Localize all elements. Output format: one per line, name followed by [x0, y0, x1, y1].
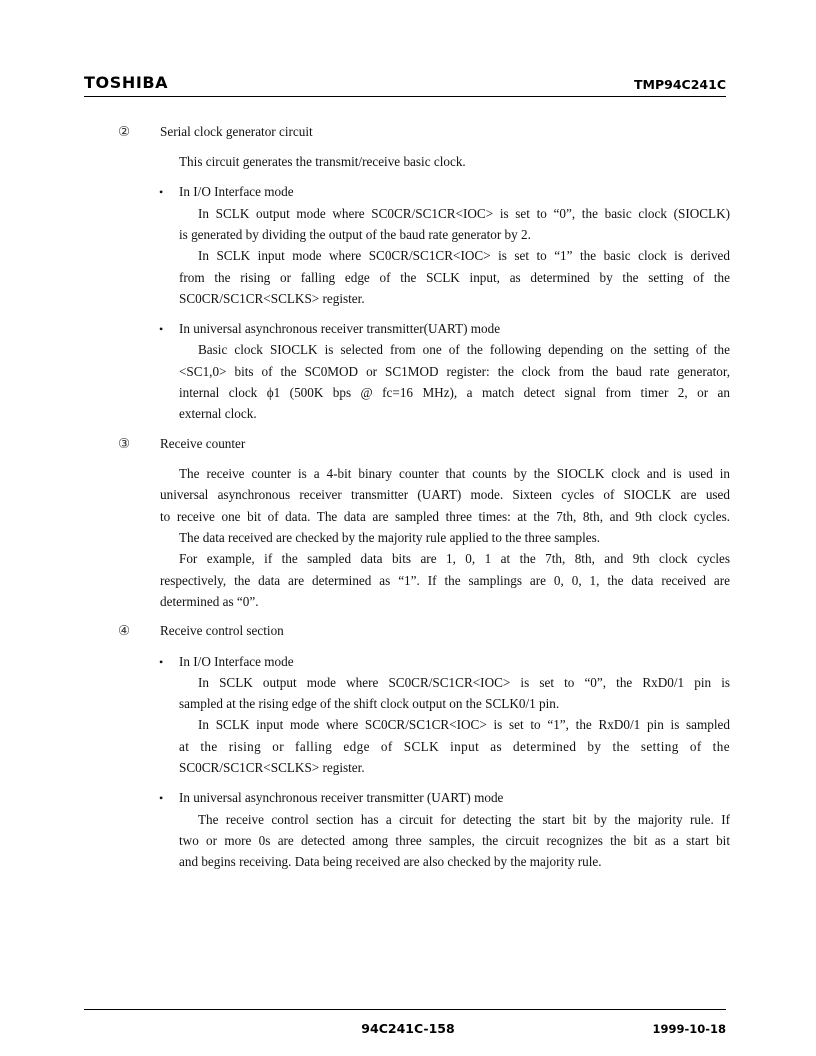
section-number: ③ — [118, 436, 131, 452]
paragraph-line: For example, if the sampled data bits are 1, 0, 1 at the 7th, 8th, and 9th clock cycles — [179, 551, 730, 566]
section-title: Serial clock generator circuit — [160, 124, 313, 139]
paragraph-line: external clock. — [179, 406, 257, 421]
bullet-marker: • — [159, 185, 164, 199]
paragraph-line: In SCLK input mode where SC0CR/SC1CR<IOC> is set to “1” the basic clock is derived — [198, 248, 730, 263]
document-date: 1999-10-18 — [652, 1022, 726, 1036]
brand-logo-text: TOSHIBA — [84, 73, 169, 92]
paragraph-line: SC0CR/SC1CR<SCLKS> register. — [179, 760, 365, 775]
section-number: ② — [118, 124, 131, 140]
paragraph-line: The receive counter is a 4-bit binary counter that counts by the SIOCLK clock and is used in — [179, 466, 730, 481]
paragraph-line: The receive control section has a circuit for detecting the start bit by the majority rule. If — [198, 812, 730, 827]
paragraph-line: In SCLK input mode where SC0CR/SC1CR<IOC> is set to “1”, the RxD0/1 pin is sampled — [198, 717, 730, 732]
paragraph-line: internal clock ϕ1 (500K bps @ fc=16 MHz), a match detect signal from timer 2, or an — [179, 385, 730, 400]
paragraph-line: sampled at the rising edge of the shift clock output on the SCLK0/1 pin. — [179, 696, 560, 711]
paragraph-line: from the rising or falling edge of the SCLK input, as determined by the setting of the — [179, 270, 730, 285]
bullet-marker: • — [159, 322, 164, 336]
paragraph-line: respectively, the data are determined as “1”. If the samplings are 0, 0, 1, the data received are — [160, 573, 730, 588]
section-number: ④ — [118, 623, 131, 639]
paragraph-line: determined as “0”. — [160, 594, 259, 609]
bullet-marker: • — [159, 655, 164, 669]
paragraph-line: Basic clock SIOCLK is selected from one of the following depending on the setting of the — [198, 342, 730, 357]
paragraph-line: In SCLK output mode where SC0CR/SC1CR<IOC> is set to “0”, the RxD0/1 pin is — [198, 675, 730, 690]
paragraph-line: at the rising or falling edge of SCLK input as determined by the setting of the — [179, 739, 730, 754]
section-intro: This circuit generates the transmit/receive basic clock. — [179, 154, 466, 169]
section-title: Receive counter — [160, 436, 246, 451]
subsection-heading: In I/O Interface mode — [179, 184, 294, 199]
paragraph-line: In SCLK output mode where SC0CR/SC1CR<IOC> is set to “0”, the basic clock (SIOCLK) — [198, 206, 730, 221]
paragraph-line: to receive one bit of data. The data are sampled three times: at the 7th, 8th, and 9th clock cycles. — [160, 509, 730, 524]
paragraph-line: two or more 0s are detected among three samples, the circuit recognizes the bit as a start bit — [179, 833, 730, 848]
bullet-marker: • — [159, 791, 164, 805]
paragraph-line: is generated by dividing the output of the baud rate generator by 2. — [179, 227, 531, 242]
paragraph-line: The data received are checked by the majority rule applied to the three samples. — [179, 530, 601, 545]
paragraph-line: and begins receiving. Data being received are also checked by the majority rule. — [179, 854, 602, 869]
subsection-heading: In universal asynchronous receiver transmitter (UART) mode — [179, 790, 504, 805]
subsection-heading: In universal asynchronous receiver transmitter(UART) mode — [179, 321, 501, 336]
section-title: Receive control section — [160, 623, 284, 638]
footer-rule — [84, 1009, 726, 1010]
subsection-heading: In I/O Interface mode — [179, 654, 294, 669]
page-number: 94C241C-158 — [361, 1021, 455, 1036]
paragraph-line: universal asynchronous receiver transmitter (UART) mode. Sixteen cycles of SIOCLK are used — [160, 487, 730, 502]
part-number: TMP94C241C — [634, 77, 726, 92]
paragraph-line: SC0CR/SC1CR<SCLKS> register. — [179, 291, 365, 306]
paragraph-line: <SC1,0> bits of the SC0MOD or SC1MOD register: the clock from the baud rate generator, — [179, 364, 730, 379]
header-rule — [84, 96, 726, 97]
